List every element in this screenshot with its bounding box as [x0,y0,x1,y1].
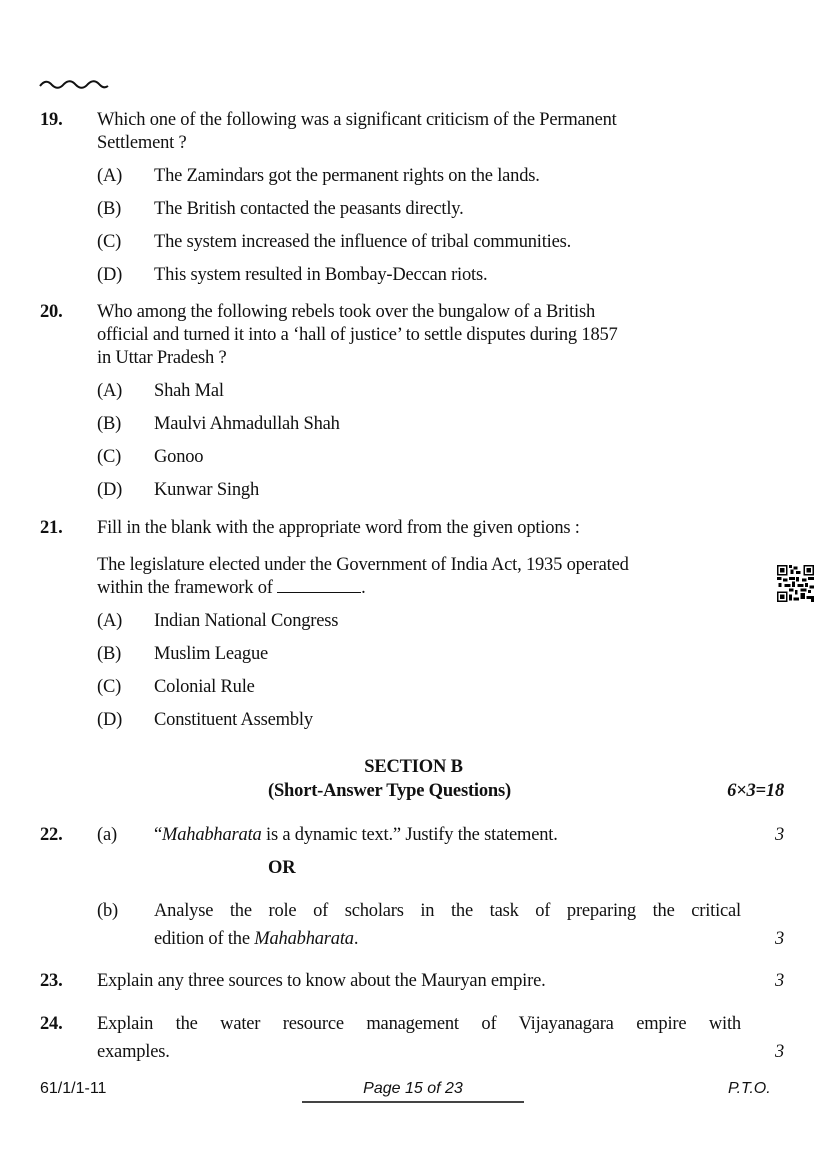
squiggle-decoration-icon [38,76,110,92]
question-stem-line: examples. [97,1042,170,1062]
marks: 3 [774,971,784,991]
pto-label: P.T.O. [728,1080,771,1097]
option-text: Colonial Rule [154,677,255,697]
question-stem: Fill in the blank with the appropriate word from the given options : [97,518,580,538]
page-number: Page 15 of 23 [363,1080,463,1097]
option-label: (C) [97,677,122,697]
option-label: (C) [97,232,122,252]
question-stem-line: in Uttar Pradesh ? [97,348,227,368]
option-label: (C) [97,447,122,467]
section-marks: 6×3=18 [727,781,784,801]
option-text: Muslim League [154,644,269,664]
marks: 3 [774,825,784,845]
qr-code-icon [777,565,814,602]
option-text: Maulvi Ahmadullah Shah [154,414,340,434]
italic-title: Mahabharata [254,929,354,949]
question-stem-line: Who among the following rebels took over the bungalow of a British [97,302,596,322]
sub-stem-text: within the framework of [97,578,273,598]
fill-blank [277,578,361,593]
part-a-rest: is a dynamic text.” Justify the statement. [261,825,558,845]
question-stem: Explain any three sources to know about the Mauryan empire. [97,971,546,991]
page-number-underline [302,1101,524,1103]
question-number: 19. [40,110,63,130]
question-number: 20. [40,302,63,322]
option-text: The system increased the influence of tribal communities. [154,232,572,252]
question-sub-stem-line: The legislature elected under the Government of India Act, 1935 operated [97,555,629,575]
section-title: SECTION B [364,757,463,777]
option-label: (D) [97,265,123,285]
option-text: The Zamindars got the permanent rights on the lands. [154,166,540,186]
option-text: Kunwar Singh [154,480,259,500]
or-divider: OR [268,858,296,878]
part-b-text: edition of the [154,929,255,949]
option-label: (D) [97,710,123,730]
option-text: The British contacted the peasants directly. [154,199,464,219]
open-quote: “ [154,825,163,845]
question-number: 23. [40,971,63,991]
question-stem-line: official and turned it into a ‘hall of justice’ to settle disputes during 1857 [97,325,618,345]
question-stem-line: Which one of the following was a significant criticism of the Permanent [97,110,617,130]
section-subtitle: (Short-Answer Type Questions) [268,781,511,801]
option-label: (A) [97,611,123,631]
question-sub-stem-line [97,577,741,600]
question-number: 24. [40,1014,63,1034]
marks: 3 [774,1042,784,1062]
part-label: (a) [97,825,117,845]
option-text: Constituent Assembly [154,710,313,730]
option-label: (A) [97,166,123,186]
option-label: (B) [97,199,122,219]
question-number: 22. [40,825,63,845]
italic-title: Mahabharata [162,825,262,845]
question-stem-line: Settlement ? [97,133,187,153]
sub-stem-end: . [361,578,366,598]
part-a-text [154,824,558,847]
part-label: (b) [97,901,118,921]
marks: 3 [774,929,784,949]
option-text: Gonoo [154,447,204,467]
option-label: (B) [97,644,122,664]
option-label: (D) [97,480,123,500]
option-text: This system resulted in Bombay-Deccan riots. [154,265,488,285]
part-b-line [154,928,358,951]
option-text: Indian National Congress [154,611,339,631]
question-stem-line: Explain the water resource management of Vijayanagara empire with [97,1014,741,1034]
question-number: 21. [40,518,63,538]
option-label: (A) [97,381,123,401]
paper-code: 61/1/1-11 [40,1080,107,1097]
option-text: Shah Mal [154,381,224,401]
option-label: (B) [97,414,122,434]
period: . [353,929,359,949]
part-b-line: Analyse the role of scholars in the task of preparing the critical [154,901,741,921]
